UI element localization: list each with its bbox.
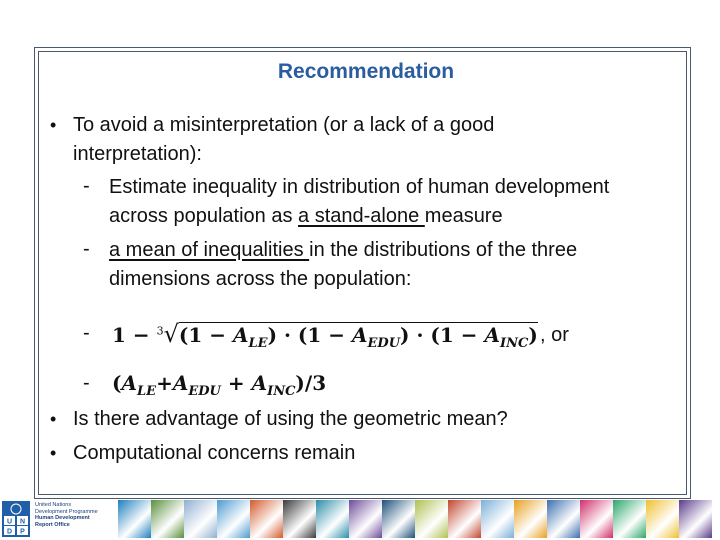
bullet-marker: • <box>50 115 57 135</box>
svg-text:D: D <box>6 528 13 536</box>
org-line: Human Development <box>35 515 90 521</box>
undp-logo-icon <box>2 501 30 537</box>
dash-marker: - <box>83 322 90 344</box>
sub-item-text-continued: across population as a stand-alone measure <box>109 205 503 227</box>
strip-tile <box>646 500 679 538</box>
strip-tile <box>250 500 283 538</box>
sub-item-text-continued: dimensions across the population: <box>109 268 412 290</box>
strip-tile <box>349 500 382 538</box>
dash-marker: - <box>83 175 90 197</box>
dash-marker: - <box>83 238 90 260</box>
sub-item-text: Estimate inequality in distribution of human development <box>109 176 610 198</box>
image-strip <box>118 500 712 538</box>
bullet-text: Is there advantage of using the geometric mean? <box>73 408 508 430</box>
strip-tile <box>151 500 184 538</box>
strip-tile <box>448 500 481 538</box>
strip-tile <box>217 500 250 538</box>
arithmetic-mean-formula: $(A_{LE}+A_{EDU} + A_{INC})/3$ <box>112 371 327 399</box>
slide-title: Recommendation <box>277 60 455 83</box>
org-line: United Nations <box>35 502 72 508</box>
strip-tile <box>184 500 217 538</box>
geometric-mean-formula: $1 - ^3√(1 - A_{LE}) \cdot (1 - A_{EDU}) \cdot (1 - A_{INC})$ <box>112 320 538 351</box>
strip-tile <box>547 500 580 538</box>
strip-tile <box>283 500 316 538</box>
strip-tile <box>679 500 712 538</box>
sub-item-text: a mean of inequalities in the distributions of the three <box>109 239 578 261</box>
formula-suffix: , or <box>540 324 569 346</box>
strip-tile <box>316 500 349 538</box>
svg-text:U: U <box>6 518 13 526</box>
bullet-text-continued: interpretation): <box>73 143 202 165</box>
strip-tile <box>514 500 547 538</box>
undp-org-name <box>35 502 125 528</box>
strip-tile <box>481 500 514 538</box>
strip-tile <box>382 500 415 538</box>
footer-banner <box>0 497 720 540</box>
svg-text:P: P <box>20 528 25 536</box>
strip-tile <box>118 500 151 538</box>
bullet-marker: • <box>50 409 57 429</box>
bullet-text: Computational concerns remain <box>73 442 356 464</box>
dash-marker: - <box>83 372 90 394</box>
strip-tile <box>415 500 448 538</box>
strip-tile <box>613 500 646 538</box>
bullet-text: To avoid a misinterpretation (or a lack of a good <box>73 114 495 136</box>
org-line: Report Office <box>35 521 70 528</box>
svg-text:N: N <box>19 518 26 526</box>
bullet-marker: • <box>50 443 57 463</box>
org-line: Development Programme <box>35 508 98 515</box>
strip-tile <box>580 500 613 538</box>
